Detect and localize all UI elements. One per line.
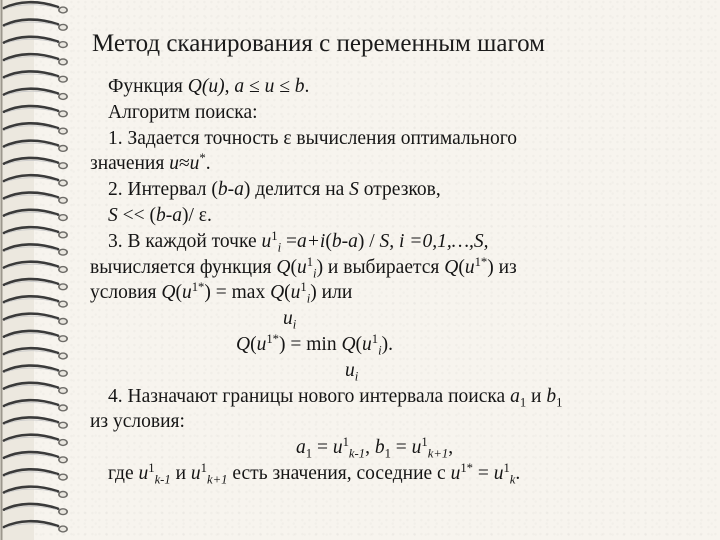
line-interval-formula: $a_1 = u^1_{k-1}$, $b_1 = u^1_{k+1}$, [296,435,454,461]
line-step1: 1. Задается точность ε вычисления оптимального [108,127,517,149]
line-max-condition: условия $Q(u^{1*}) = \max Q(u^1_i)$ или [90,280,353,306]
line-step3: 3. В каждой точке $u^1_i =a+i(b-a) / S$, i =0,1,…,S, [108,228,489,255]
line-min-condition: $Q(u^{1*}) = \min Q(u^1_i)$. [236,332,394,358]
line-step4: 4. Назначают границы нового интервала поиска $a_1$ и $b_1$ [108,385,563,409]
slide-title: Метод сканирования с переменным шагом [92,30,545,57]
line-function: Функция Q(u), a ≤ u ≤ b. [108,76,310,97]
line-step3-cont: вычисляется функция $Q(u^1_i)$ и выбирается $Q(u^{1*})$ из [90,254,517,280]
line-min-index: $u_i$ [345,359,359,384]
line-step1-cont: значения u≈u*. [90,151,211,175]
line-step4-cont: из условия: [90,411,185,433]
line-step2: 2. Интервал (b-a) делится на S отрезков, [108,179,441,201]
slide-body [90,74,700,487]
line-algorithm: Алгоритм поиска: [108,101,258,123]
line-max-index: $u_i$ [283,308,297,332]
line-step2-cont: S << (b-a)/ ε. [108,204,212,226]
line-neighbors: где $u^1_{k-1}$ и $u^1_{k+1}$ есть значения, соседние с $u^{1*} = u^1_k$. [108,460,521,487]
spiral-binding [0,0,82,540]
